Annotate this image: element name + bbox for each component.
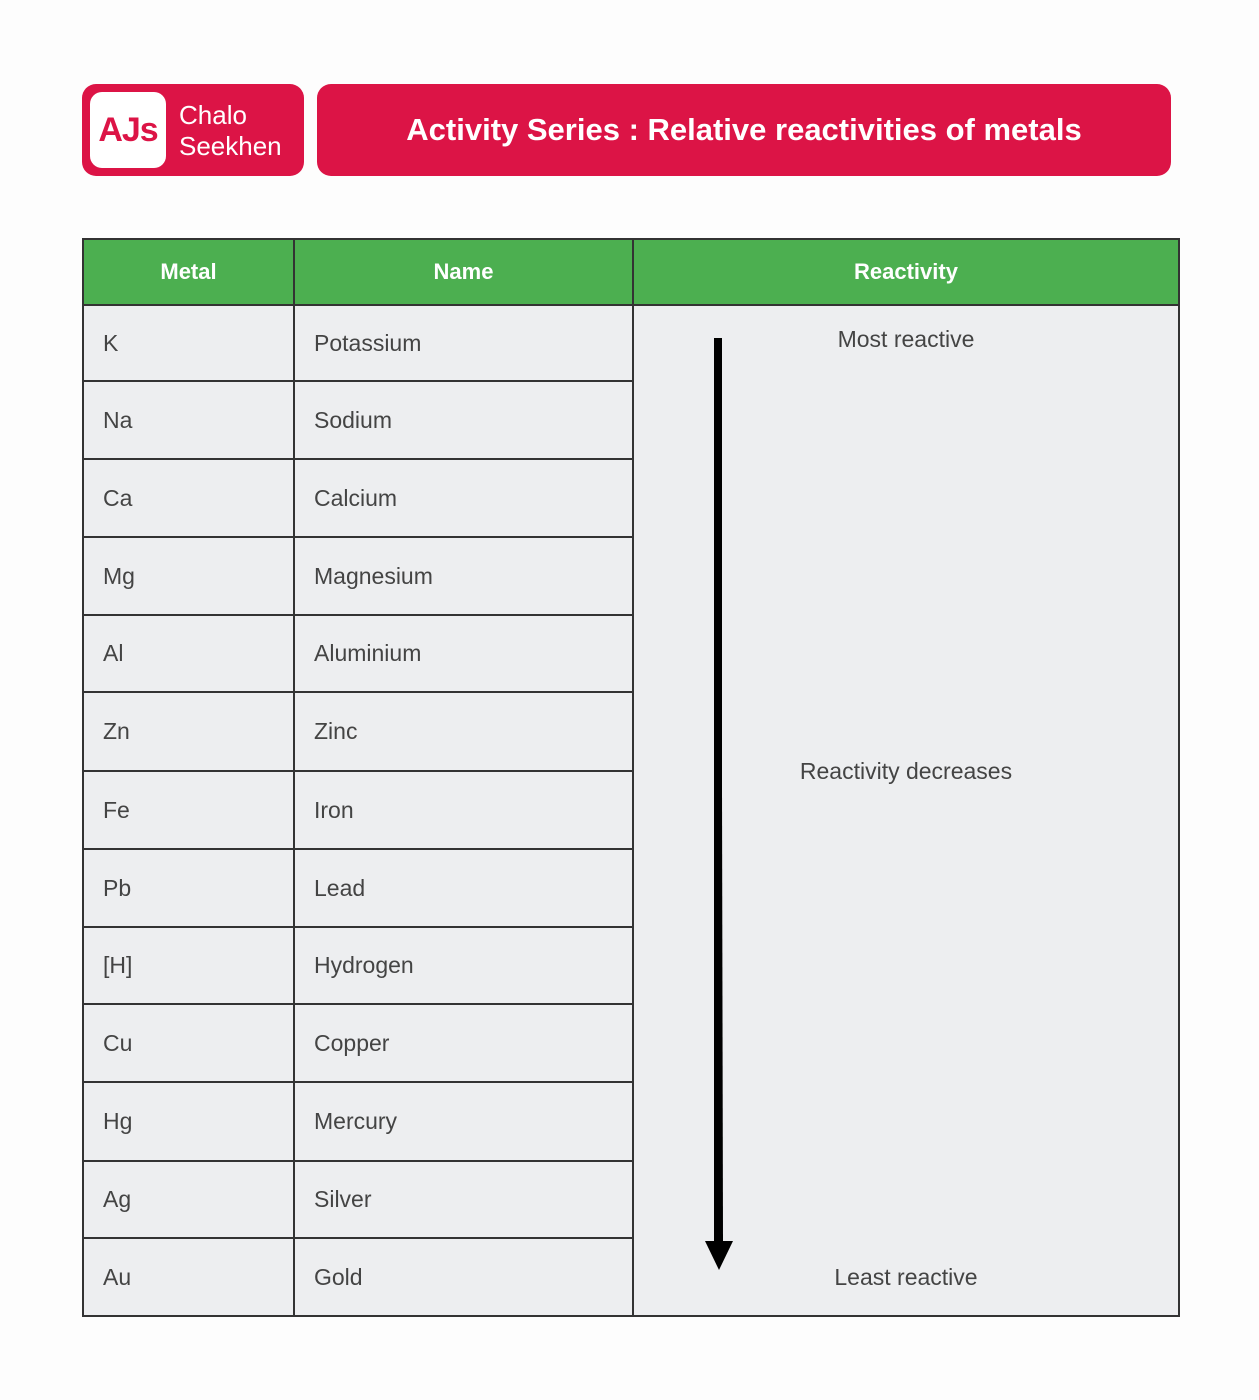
reactivity-decreases-label: Reactivity decreases [799, 758, 1013, 784]
metal-symbol: K [83, 305, 294, 381]
down-arrow-icon [704, 338, 734, 1270]
metal-name: Aluminium [294, 615, 633, 692]
metal-name: Lead [294, 849, 633, 927]
metal-name: Calcium [294, 459, 633, 537]
table-row [83, 305, 1179, 381]
least-reactive-label: Least reactive [834, 1264, 978, 1290]
metal-symbol: Al [83, 615, 294, 692]
logo-line-1: Chalo [179, 100, 247, 130]
metal-name: Copper [294, 1004, 633, 1082]
metal-symbol: Na [83, 381, 294, 459]
logo-line-2: Seekhen [179, 131, 282, 161]
metal-symbol: Zn [83, 692, 294, 771]
logo-text [179, 100, 282, 162]
metal-symbol: Ca [83, 459, 294, 537]
metal-symbol: Au [83, 1238, 294, 1316]
metal-symbol: Mg [83, 537, 294, 615]
metal-symbol: [H] [83, 927, 294, 1004]
header-reactivity: Reactivity [633, 239, 1179, 305]
header-metal: Metal [83, 239, 294, 305]
metal-name: Gold [294, 1238, 633, 1316]
brand-logo [82, 84, 304, 176]
metal-symbol: Ag [83, 1161, 294, 1238]
activity-series-table [82, 238, 1180, 1317]
metal-name: Hydrogen [294, 927, 633, 1004]
header-name: Name [294, 239, 633, 305]
reactivity-cell [633, 305, 1179, 1316]
metal-symbol: Cu [83, 1004, 294, 1082]
metal-name: Mercury [294, 1082, 633, 1161]
logo-mark: AJs [90, 92, 166, 168]
metal-name: Sodium [294, 381, 633, 459]
metal-name: Iron [294, 771, 633, 849]
most-reactive-label: Most reactive [837, 326, 975, 352]
header-row [83, 239, 1179, 305]
metal-symbol: Fe [83, 771, 294, 849]
metal-name: Silver [294, 1161, 633, 1238]
metal-symbol: Hg [83, 1082, 294, 1161]
page-title: Activity Series : Relative reactivities of metals [317, 84, 1171, 176]
metal-name: Potassium [294, 305, 633, 381]
metal-name: Magnesium [294, 537, 633, 615]
metal-symbol: Pb [83, 849, 294, 927]
metal-name: Zinc [294, 692, 633, 771]
